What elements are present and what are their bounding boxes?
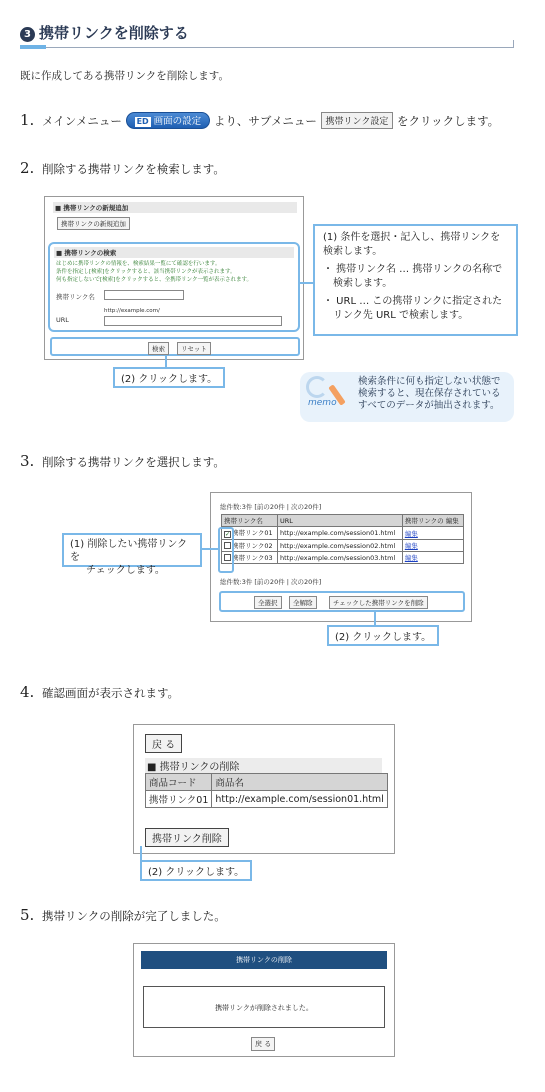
name-field-label: 携帯リンク名 [56,293,95,301]
step-4 [20,683,179,701]
confirm-header-row [146,774,388,791]
callout-name-item: ・ 携帯リンク名 … 携帯リンクの名称で検索します。 [323,264,503,289]
title-underline [20,47,514,48]
search-help [56,260,252,284]
row-3-url: http://example.com/session03.html [278,552,403,564]
step-3 [20,452,225,470]
name-input[interactable] [104,290,184,300]
memo-line-3: すべてのデータが抽出されます。 [358,400,500,411]
step-1-text-c: をクリックします。 [397,114,500,128]
checkbox-highlight [218,527,234,573]
row-2-name: 携帯リンク02 [232,542,273,550]
row-1-checkbox[interactable]: ✓ [225,531,231,538]
url-input[interactable] [104,316,282,326]
step-1-text-b: より、サブメニュー [213,114,317,128]
title-accent-bar [20,45,46,49]
row-1-edit-cell [402,527,463,540]
step-3-text: 削除する携帯リンクを選択します。 [41,455,225,469]
table-row [222,540,464,552]
row-3-name: 携帯リンク03 [232,554,273,562]
callout-condition: (1) 条件を選択・記入し、携帯リンクを検索します。 [323,232,501,257]
submenu-button[interactable]: 携帯リンク設定 [321,112,394,129]
check-callout-line-2: チェックします。 [86,565,165,576]
step-2-number: 2. [20,159,35,177]
search-buttons-frame [50,337,300,356]
table-row [222,527,464,540]
row-2-url: http://example.com/session02.html [278,540,403,552]
confirm-code: 携帯リンク01 [146,791,212,808]
url-hint: http://example.com/ [104,308,160,314]
step-number-badge: 3 [20,27,35,42]
confirm-url: http://example.com/session01.html [212,791,387,808]
step-4-number: 4. [20,683,35,701]
complete-message: 携帯リンクが削除されました。 [143,986,385,1028]
title-end-tick [513,40,514,48]
click-label-delete-checked: (2) クリックします。 [327,625,439,646]
search-button[interactable]: 検索 [148,342,169,355]
row-2-edit-cell [402,540,463,552]
step-2 [20,159,225,177]
deselect-all-button[interactable]: 全解除 [289,596,317,609]
click-label-search: (2) クリックします。 [113,367,225,388]
step-4-text: 確認画面が表示されます。 [41,686,180,700]
col-name: 携帯リンク名 [222,515,278,527]
search-callout [313,224,518,336]
callout-connector-3 [202,548,220,550]
col-product-name: 商品名 [212,774,387,791]
callout-url-item: ・ URL … この携帯リンクに指定されたリンク先 URL で検索します。 [323,296,503,321]
col-url: URL [278,515,403,527]
table-row [146,791,388,808]
page-title [20,22,189,43]
memo-line-2: 検索すると、現在保存されている [358,388,501,399]
reset-button[interactable]: リセット [177,342,211,355]
add-link-button[interactable]: 携帯リンクの新規追加 [57,217,130,230]
step-5-number: 5. [20,906,35,924]
click-connector-4 [140,846,142,860]
click-connector [165,356,167,367]
row-1-url: http://example.com/session01.html [278,527,403,540]
memo-label: memo [308,398,337,408]
complete-title-bar: 携帯リンクの削除 [141,951,387,969]
row-1-edit-link[interactable]: 編集 [404,529,418,538]
confirm-delete-button[interactable]: 携帯リンク削除 [145,828,229,847]
confirm-table [145,773,388,808]
search-help-line-1: はじめに携帯リンクの情報を、検索結果一覧にて確認を行います。 [56,261,221,267]
screen-settings-icon: ED [136,117,149,126]
memo-text [358,376,501,412]
result-summary-top: 総件数:3件 [前の20件 | 次の20件] [220,503,322,511]
row-3-edit-link[interactable]: 編集 [404,554,418,562]
link-table [221,514,464,564]
col-product-code: 商品コード [146,774,212,791]
row-2-edit-link[interactable]: 編集 [404,542,418,550]
delete-checked-button[interactable]: チェックした携帯リンクを削除 [329,596,428,609]
main-menu-label: 画面の設定 [153,116,202,127]
row-3-edit-cell [402,552,463,564]
main-menu-button[interactable] [126,112,211,129]
col-edit: 携帯リンクの 編集 [402,515,463,527]
check-callout [62,533,202,576]
memo-line-1: 検索条件に何も指定しない状態で [358,376,501,387]
url-field-label: URL [56,316,69,324]
add-section-title: ■ 携帯リンクの新規追加 [53,202,297,213]
callout-connector [300,282,314,284]
search-help-line-2: 条件を指定し[検索]をクリックすると、該当携帯リンクが表示されます。 [56,269,236,275]
step-2-text: 削除する携帯リンクを検索します。 [41,162,225,176]
complete-back-button[interactable]: 戻 る [251,1037,275,1051]
step-1-number: 1. [20,111,35,129]
select-all-button[interactable]: 全選択 [254,596,282,609]
result-summary-bottom: 総件数:3件 [前の20件 | 次の20件] [220,578,322,586]
row-1-name: 携帯リンク01 [232,529,273,537]
intro-text: 既に作成してある携帯リンクを削除します。 [20,70,229,82]
table-header-row [222,515,464,527]
search-help-line-3: 何も指定しないで[検索]をクリックすると、全携帯リンク一覧が表示されます。 [56,277,253,283]
table-row [222,552,464,564]
click-connector-3 [374,612,376,625]
delete-section-title: ■ 携帯リンクの削除 [145,758,382,773]
step-1-text-a: メインメニュー [41,114,122,128]
check-callout-line-1: (1) 削除したい携帯リンクを [70,539,188,563]
search-section-title: ■ 携帯リンクの検索 [54,247,294,258]
page-title-text: 携帯リンクを削除する [39,24,189,42]
back-button[interactable]: 戻 る [145,734,182,753]
step-5-text: 携帯リンクの削除が完了しました。 [41,909,226,923]
step-1 [20,111,499,129]
click-label-confirm-delete: (2) クリックします。 [140,860,252,881]
step-3-number: 3. [20,452,35,470]
memo-swirl-icon [306,376,328,398]
step-5 [20,906,226,924]
